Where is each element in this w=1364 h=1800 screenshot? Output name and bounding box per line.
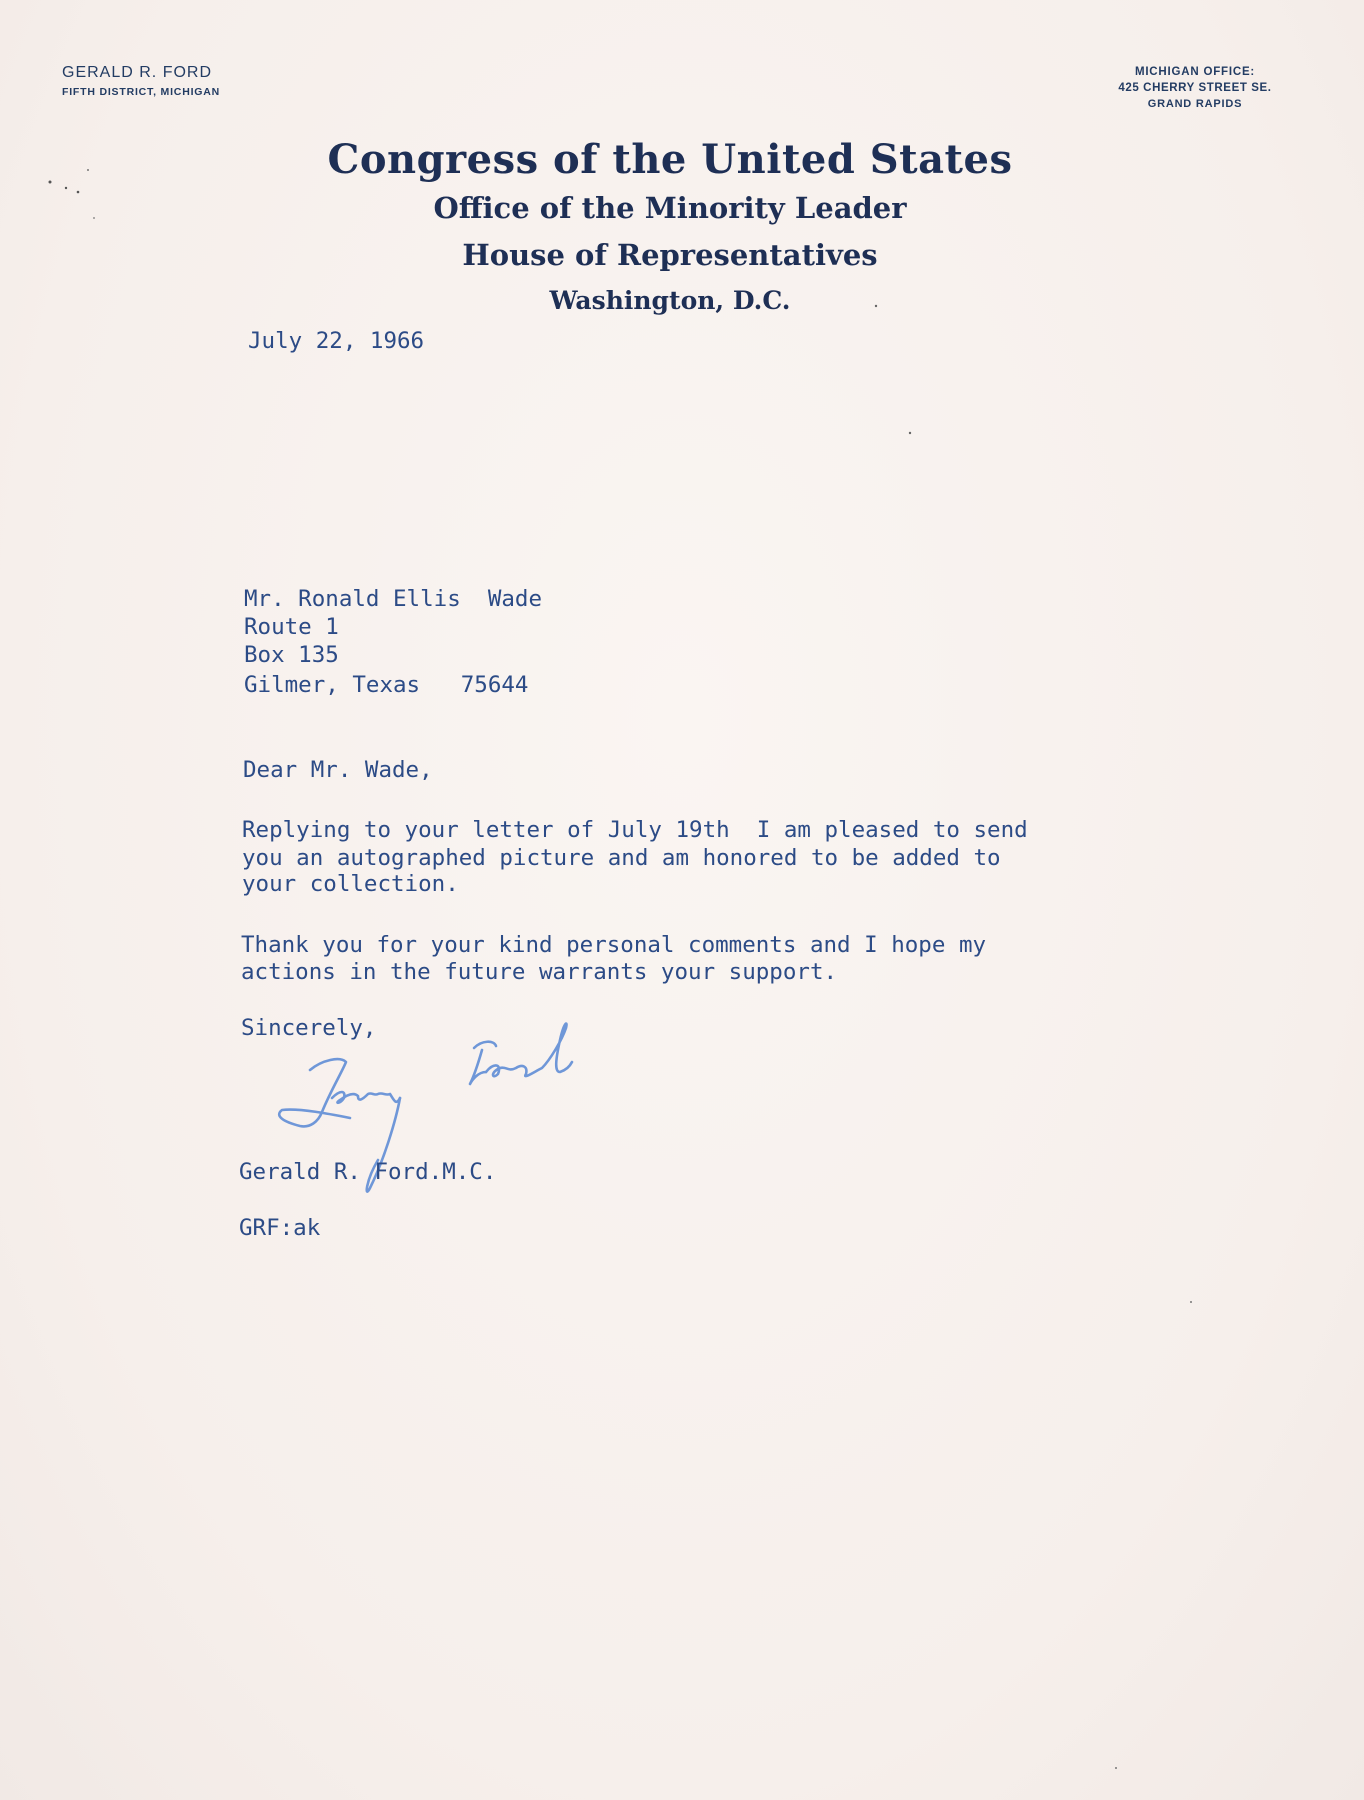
office-title: Office of the Minority Leader bbox=[433, 191, 907, 225]
recipient-name: Mr. Ronald Ellis Wade bbox=[244, 586, 543, 612]
body-line: actions in the future warrants your support. bbox=[241, 959, 838, 985]
house-title: House of Representatives bbox=[462, 238, 878, 272]
salutation: Dear Mr. Wade, bbox=[243, 757, 433, 783]
office-city: GRAND RAPIDS bbox=[1147, 98, 1243, 110]
letterhead-left bbox=[62, 64, 220, 98]
letterhead-right bbox=[1090, 66, 1300, 110]
body-line: Replying to your letter of July 19th I am pleased to send bbox=[242, 817, 1028, 843]
congressman-name: GERALD R. FORD bbox=[62, 64, 213, 81]
office-street: 425 CHERRY STREET SE. bbox=[1118, 82, 1272, 94]
signer-name: Gerald R. Ford.M.C. bbox=[239, 1159, 497, 1185]
closing: Sincerely, bbox=[241, 1015, 377, 1041]
location-title: Washington, D.C. bbox=[549, 286, 791, 315]
letter-date: July 22, 1966 bbox=[248, 328, 425, 354]
district-label: FIFTH DISTRICT, MICHIGAN bbox=[62, 86, 221, 98]
congress-title: Congress of the United States bbox=[327, 136, 1013, 183]
reference-initials: GRF:ak bbox=[239, 1215, 321, 1241]
body-line: Thank you for your kind personal comments and I hope my bbox=[241, 932, 987, 958]
michigan-office-label: MICHIGAN OFFICE: bbox=[1134, 66, 1256, 78]
recipient-route: Route 1 bbox=[244, 614, 339, 640]
body-line: you an autographed picture and am honored to be added to bbox=[242, 845, 1001, 871]
recipient-box: Box 135 bbox=[244, 642, 339, 668]
recipient-city: Gilmer, Texas 75644 bbox=[244, 672, 529, 698]
body-line: your collection. bbox=[242, 871, 459, 897]
letterhead-title-block bbox=[300, 136, 1040, 315]
